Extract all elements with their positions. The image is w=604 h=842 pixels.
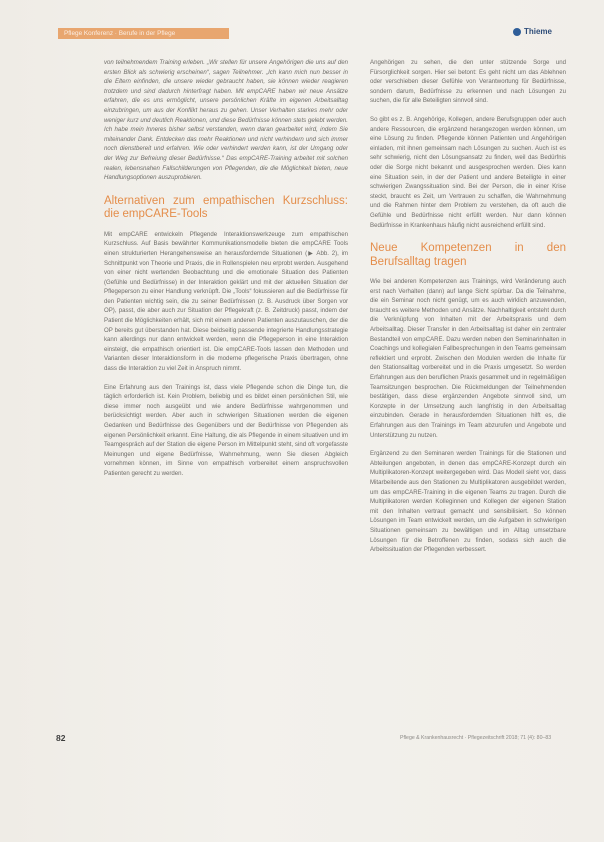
section-heading: Alternativen zum empathischen Kurzschluss: die empCARE-Tools	[104, 194, 348, 221]
left-column	[104, 58, 348, 488]
section-header-label: Pflege Konferenz · Berufe in der Pflege	[58, 28, 229, 39]
paragraph: Ergänzend zu den Seminaren werden Trainings für die Stationen und Abteilungen angeboten, in denen das empCARE-Konzept durch ein Multiplikatoren-Konzept weitergegeben wird. Das Modell sieht vor, dass Mitarbeitende aus den Stationen zu Multiplikatoren ausgebildet werden, um das empCARE-Training in die eigenen Teams zu tragen. Durch die Multiplikatoren werden Kolleginnen und Kollegen der eigenen Station mit den Inhalten vertraut gemacht und sensibilisiert. So können Lösungen im Team entwickelt werden, um die Aufgaben in schwierigen Situationen gemeinsam zu bewältigen und im Alltag umsetzbare Lösungen für die Betroffenen zu finden, sodass sich auch die Arbeitssituation der Pflegenden verbessert.	[370, 450, 566, 554]
publisher-brand	[513, 27, 552, 36]
citation-footer: Pflege & Krankenhausrecht · Pflegezeitschrift 2018; 71 (4): 80–83	[400, 735, 552, 741]
paragraph: So gibt es z. B. Angehörige, Kollegen, andere Berufsgruppen oder auch andere Ressourcen, die ergänzend herangezogen werden können, um eine Lösung zu finden. Pflegende können Patienten und Angehörigen einladen, mit ihnen gemeinsam nach Lösungen zu suchen. Auch ist es sehr schwierig, nicht den Lösungsansatz zu finden, weil das Bedürfnis oder die Sorge nicht bekannt und ausgesprochen werden. Dies kann eine Situation sein, in der der Patient und andere Beteiligte in einer schwierigen Zwangssituation sind. Bei der Person, die in einer Krise steckt, braucht es Zeit, um Vertrauen zu schaffen, die Wahrnehmung und die Rahmen hinter dem Problem zu verstehen, da oft auch die Gefühle und Bedürfnisse nicht erfüllt werden. Nur dann können Bedürfnisse in Krankenhaus häufig nicht ausreichend erfüllt sind.	[370, 115, 566, 229]
thieme-logo-icon	[513, 28, 521, 36]
page-number: 82	[56, 733, 66, 743]
paragraph: Wie bei anderen Kompetenzen aus Trainings, wird Veränderung auch erst nach Verhalten (dann) auf lange Sicht spürbar. Da die Teilnahme, die ein Seminar noch nicht genügt, um es auch wirklich anzuwenden, braucht es weitere Methoden und Ansätze. Nachhaltigkeit entsteht durch die Verknüpfung von Inhalten mit der Arbeitspraxis und dem Arbeitsalltag. Dieser Transfer in den Arbeitsalltag ist daher ein zentraler Bestandteil von empCARE. Dazu werden neben den Seminarinhalten in Coachings und kollegialen Fallbesprechungen in den Teams gemeinsam reflektiert und erprobt. Zwischen den Modulen werden die Inhalte für den Stationsalltag vorbereitet und in die Praxis umgesetzt. So werden Erfahrungen aus den beruflichen Praxis gesammelt und in regelmäßigen Teamsitzungen besprochen. Die Rückmeldungen der Teilnehmenden bestätigen, dass diese ergänzenden Angebote sinnvoll sind, um Konzepte in der Umsetzung auch langfristig in den Arbeitsalltag einzubinden. Gerade in herausfordernden Situationen hilft es, die Erfahrungen aus den Trainings im Team abzurufen und Angebote und Unterstützung zu nutzen.	[370, 278, 566, 439]
paragraph: von teilnehmendem Training erleben. „Wir stellen für unsere Angehörigen die uns auf den ersten Blick als schwierig erscheinen“, sagen Teilnehmer. „Ich kann mich nun besser in die Eltern einfinden, die unsere wieder gebraucht haben, sie können wieder reagieren trotzdem und sind dadurch hinterfragt haben. Mit empCARE haben wir neue Ansätze erfahren, die es uns ermöglicht, unsere persönlichen Kräfte im eigenen Arbeitsalltag einzubringen, um aus der Konflikt heraus zu gehen. Unser Verhalten starkes mehr oder weniger kurz und deutlich Reaktionen, und diese Bedürfnisse können stets gelebt werden. Ich habe mein Inneres bisher selbst verstanden, wenn daran gearbeitet wird, indem Sie miteinander Dank. Entdecken das mehr Reaktionen und nicht verhindern und sich immer noch dienstbereit und erfahren. Wie oder verhindert werden kann, ist der Umgang oder der Weg zur Befreiung dieser Bedürfnisse.“ Das empCARE-Training arbeitet mit solchen realen, lebensnahen Fallschilderungen von Pflegenden, die die Möglichkeit bieten, neue Handlungsoptionen auszuprobieren.	[104, 59, 348, 182]
publisher-name: Thieme	[523, 27, 552, 36]
paragraph: Eine Erfahrung aus den Trainings ist, dass viele Pflegende schon die Dinge tun, die täglich erforderlich ist. Kein Problem, beliebig und es bildet einen persönlichen Stil, wie diese immer noch ausgeübt und wie andere Bedürfnisse wahrgenommen und berücksichtigt werden. Aber auch in schwierigen Situationen werden die eigenen Gedanken und Bedürfnisse des Gegenübers und der Bedürfnisse von Pflegenden als eigenen Persönlichkeit erkannt. Eine Haltung, die als Pflegende in einem situativen und im Teamgespräch auf der Station die eigene Person im Mittelpunkt steht, sind oft vorgefasste Meinungen und eigene Bedürfnisse, Wahrnehmung, wenn Sie diesen Abgleich vornehmen können, im Sinne von empathisch vorbereitet einem anspruchsvollen Patienten gerecht zu werden.	[104, 383, 348, 477]
right-column	[370, 58, 566, 564]
paragraph: Mit empCARE entwickeln Pflegende Interaktionswerkzeuge zum empathischen Kurzschluss. Auf Basis bewährter Kommunikationsmodelle bieten die empCARE Tools einen strukturierten Herangehensweise an herausfordernde Situationen (▶ Abb. 2), im Schnittpunkt von Theorie und Praxis, die in Rollenspielen neu erprobt werden. Ausgehend von einer nicht wertenden Beobachtung und die emotionale Situation des Patienten (Gefühle und Bedürfnisse) in der Interaktion geklärt und mit der aktuellen Situation der Pflegeperson zu einer Handlung verknüpft. Die „Tools“ fokussieren auf die Bedürfnisse für den Patienten wichtig sein, die zu seiner Bedürfnissen (z. B. Ausdruck über Sorgen vor OP), passt, die aber auch zur Situation der Pflegekraft (z. B. Zeitdruck) passt, indem der Patient die Möglichkeiten erhält, sich mit einem anderen Patienten auszutauschen, der die OP bereits gut überstanden hat. Diese beidseitig passende integrierte Handlungsstrategie kann allerdings nur dann entwickelt werden, wenn die Pflegeperson in eine Interaktion einsteigt, die empathisch orientiert ist. Die empCARE-Tools lassen den Methoden und Varianten dieser Interaktionsform in die moderne pflegerische Praxis übertragen, ohne dass die Interaktion zu viel Zeit in Anspruch nimmt.	[104, 230, 348, 373]
paragraph: Angehörigen zu sehen, die den unter stützende Sorge und Fürsorglichkeit sorgen. Hier sei betont: Es geht nicht um das Ablehnen oder verschieben dieser Gefühle von Verantwortung für Bedürfnisse, sondern darum, Bedürfnisse zu erkennen und nach Lösungen zu suchen, die für alle Beteiligten sinnvoll sind.	[370, 59, 566, 105]
section-heading: Neue Kompetenzen in den Berufsalltag tragen	[370, 242, 566, 268]
